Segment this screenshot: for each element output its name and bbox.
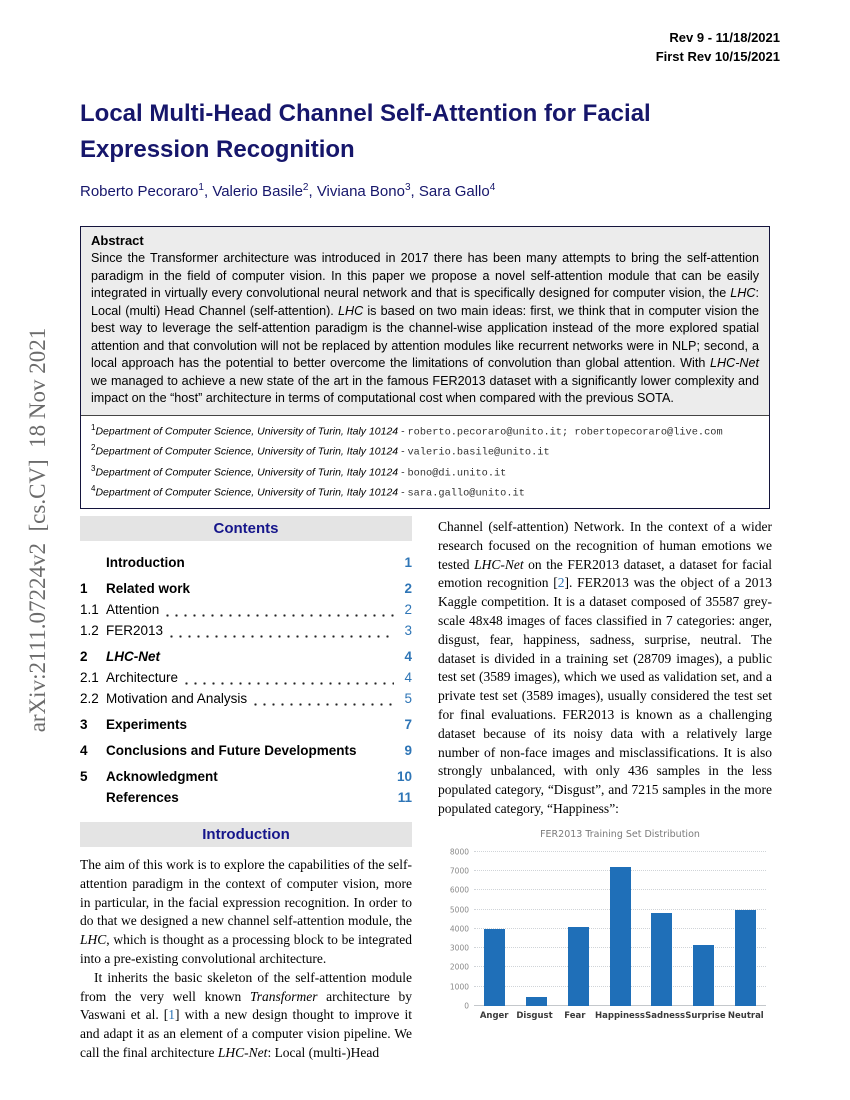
text-segment: is based on two main ideas: first, we think that in computer vision the best way to leverage the self-attention paradigm is the channel-wise application instead of the more explored spatial attention and that convolution will not be replaced by attention modules like recurrent networks were in NLP; second, a local approach has the potential to better overcome the limitations of convolution than global attention. With: [91, 303, 759, 370]
chart-x-label: Anger: [479, 1010, 509, 1021]
footnote-separator: -: [398, 466, 408, 478]
toc-number: 2.1: [80, 670, 99, 685]
chart-y-tick: 8000: [449, 847, 469, 857]
revision-line-1: Rev 9 - 11/18/2021: [669, 30, 780, 45]
toc-number: 1: [80, 581, 88, 596]
citation-link[interactable]: 2: [557, 575, 565, 591]
chart-x-label: Fear: [564, 1010, 586, 1021]
toc-item-lhc-net[interactable]: [80, 647, 412, 667]
toc-item-motivation-analysis[interactable]: [80, 689, 412, 709]
toc-label: Introduction: [106, 555, 185, 570]
chart-bar-surprise: [693, 945, 714, 1006]
abstract-box: [80, 226, 770, 509]
toc-item-experiments[interactable]: [80, 715, 412, 735]
toc-item-introduction[interactable]: [80, 553, 412, 573]
toc-label: Architecture: [106, 670, 179, 685]
toc-page-number[interactable]: 11: [397, 790, 412, 805]
toc-page-number[interactable]: 3: [404, 623, 412, 638]
footnote-email[interactable]: roberto.pecoraro@unito.it; robertopecoraro@live.com: [407, 426, 723, 438]
text-segment: architecture by Vaswani et al. [: [80, 988, 413, 1023]
author-name: Valerio Basile: [212, 183, 303, 200]
toc-page-number[interactable]: 5: [404, 691, 412, 706]
affiliation-footnotes: [81, 415, 769, 508]
left-column: [80, 516, 412, 1063]
chart-bar-slot: [724, 852, 766, 1006]
chart-bar-slot: [557, 852, 599, 1006]
author-separator: ,: [308, 183, 317, 200]
author: [80, 183, 212, 200]
paper-title: Local Multi-Head Channel Self-Attention for Facial Expression Recognition: [80, 100, 651, 163]
toc-number: 3: [80, 717, 88, 732]
revision-line-2: First Rev 10/15/2021: [655, 49, 780, 64]
chart-bar-anger: [484, 929, 505, 1006]
chart-bar-slot: [683, 852, 725, 1006]
toc-label: Conclusions and Future Developments: [106, 743, 357, 758]
text-segment: : Local (multi-)Head: [267, 1044, 380, 1060]
toc-number: 1.2: [80, 623, 99, 638]
footnote: [91, 440, 759, 461]
toc-leader-dots: [182, 675, 394, 688]
abstract-section: [81, 227, 769, 415]
toc-number: 1.1: [80, 602, 99, 617]
toc-page-number[interactable]: 4: [404, 649, 412, 664]
text-segment: LHC-Net: [474, 556, 524, 572]
revision-block: [656, 28, 780, 66]
toc-number: 4: [80, 743, 88, 758]
toc-item-fer2013[interactable]: [80, 621, 412, 641]
toc-label: Attention: [106, 602, 160, 617]
introduction-heading: Introduction: [80, 822, 412, 847]
footnote-separator: -: [398, 486, 408, 499]
text-segment: It inherits the basic skeleton of the self-attention module from the very well known: [80, 969, 412, 1004]
toc-page-number[interactable]: 9: [404, 743, 412, 758]
author: [212, 183, 317, 200]
toc-item-related-work[interactable]: [80, 579, 412, 599]
text-segment: LHC: [80, 932, 107, 948]
toc-label: LHC-Net: [106, 649, 160, 664]
text-segment: Channel (self-attention) Network. In the context of a wider research focused on the recognition of human emotions we tested: [438, 519, 772, 572]
chart-x-label: Sadness: [645, 1010, 686, 1021]
chart-x-axis: [474, 1011, 766, 1021]
chart-x-label: Disgust: [516, 1010, 553, 1021]
chart-bar-fear: [568, 927, 589, 1006]
toc-number: 2: [80, 649, 88, 664]
text-segment: Transformer: [249, 988, 318, 1004]
citation-link[interactable]: 1: [168, 1007, 176, 1023]
chart-y-tick: 1000: [449, 982, 469, 991]
toc-label: FER2013: [106, 623, 164, 638]
footnote-mark: 2: [91, 443, 96, 452]
author-affiliation-mark: 4: [489, 182, 496, 193]
toc-page-number[interactable]: 7: [404, 717, 412, 732]
footnote: [91, 481, 759, 502]
text-segment: LHC-Net: [710, 356, 759, 370]
text-segment: ] with a new design thought to improve it and adapt it as an element of a computer vision pipeline. We call the final architecture: [80, 1007, 412, 1060]
toc-leader-dots: [167, 628, 394, 641]
chart-bar-happiness: [610, 867, 631, 1006]
introduction-paragraph-1: [80, 856, 412, 969]
footnote-department: Department of Computer Science, University of Turin, Italy 10124: [95, 445, 399, 458]
text-segment: , which is thought as a processing block to be integrated into a pre-existing convolutional architecture.: [80, 932, 412, 966]
author: [317, 183, 419, 200]
toc-label: Acknowledgment: [106, 769, 218, 784]
footnote-mark: 3: [91, 463, 96, 473]
author-separator: ,: [203, 183, 213, 200]
abstract-heading: Abstract: [91, 233, 144, 248]
footnote: [91, 420, 759, 441]
chart-bar-sadness: [651, 913, 672, 1006]
right-column-paragraph: [438, 518, 772, 819]
contents-heading: Contents: [80, 516, 412, 541]
toc-number: 2.2: [80, 691, 99, 706]
author-affiliation-mark: 2: [302, 182, 309, 193]
footnote-department: Department of Computer Science, University of Turin, Italy 10124: [95, 425, 399, 437]
author-list: [80, 182, 740, 200]
toc-page-number[interactable]: 2: [404, 581, 412, 596]
introduction-paragraph-2: [80, 969, 412, 1063]
toc-label: Related work: [106, 581, 191, 596]
toc-label: Motivation and Analysis: [106, 691, 248, 706]
toc-label: References: [106, 790, 179, 805]
chart-x-label: Happiness: [595, 1010, 645, 1021]
chart-y-tick: 2000: [449, 962, 469, 972]
chart-bar-slot: [474, 852, 516, 1006]
footnote-mark: 1: [91, 422, 96, 432]
footnote-department: Department of Computer Science, University of Turin, Italy 10124: [95, 466, 399, 478]
toc-number: 5: [80, 769, 88, 784]
footnote-email[interactable]: sara.gallo@unito.it: [407, 487, 525, 500]
chart-bar-neutral: [735, 910, 756, 1006]
toc-item-references[interactable]: [80, 788, 412, 808]
footnote: [91, 461, 759, 482]
chart-bars: [474, 852, 766, 1006]
toc-leader-dots: [251, 696, 394, 709]
chart-y-tick: 0: [464, 1001, 469, 1011]
chart-title: FER2013 Training Set Distribution: [540, 828, 700, 840]
text-segment: The aim of this work is to explore the capabilities of the self-attention paradigm in the context of computer vision, more in particular, in the facial expression recognition. In order to do that we designed a new channel self-attention module, the: [80, 857, 412, 929]
text-segment: LHC: [337, 303, 364, 318]
author-name: Roberto Pecoraro: [80, 183, 199, 200]
footnote-mark: 4: [91, 484, 96, 493]
chart-plot: [449, 847, 766, 1011]
table-of-contents: [80, 553, 412, 808]
toc-item-attention[interactable]: [80, 600, 412, 620]
toc-page-number[interactable]: 2: [404, 602, 412, 617]
chart-bar-disgust: [526, 997, 547, 1005]
text-segment: : Local (multi) Head Channel (self-attention).: [91, 286, 759, 318]
footnote-email[interactable]: bono@di.unito.it: [407, 467, 507, 479]
author-name: Sara Gallo: [418, 183, 490, 200]
chart-x-label: Neutral: [727, 1010, 764, 1021]
author-affiliation-mark: 3: [404, 182, 411, 193]
chart-y-tick: 6000: [449, 885, 469, 895]
footnote-department: Department of Computer Science, University of Turin, Italy 10124: [95, 486, 399, 499]
chart-bar-slot: [599, 852, 641, 1006]
footnote-separator: -: [398, 445, 408, 458]
footnote-email[interactable]: valerio.basile@unito.it: [407, 446, 550, 459]
chart-bar-slot: [516, 852, 558, 1006]
chart-y-tick: 3000: [449, 943, 469, 953]
chart-y-tick: 5000: [449, 905, 469, 914]
chart-bar-slot: [641, 852, 683, 1006]
text-segment: on the FER2013 dataset, a dataset for facial emotion recognition [: [438, 556, 772, 591]
toc-leader-dots: [163, 607, 394, 620]
text-segment: LHC-Net: [217, 1044, 268, 1060]
toc-page-number[interactable]: 4: [404, 670, 412, 685]
text-segment: LHC: [730, 286, 756, 300]
abstract-text: [91, 250, 759, 408]
author-name: Viviana Bono: [316, 183, 405, 200]
toc-page-number[interactable]: 10: [396, 769, 412, 784]
toc-item-acknowledgment[interactable]: [80, 767, 412, 787]
text-segment: we managed to achieve a new state of the art in the famous FER2013 dataset with a significantly lower complexity and impact on the “host” architecture in terms of computational cost when compared with the previous SOTA.: [91, 373, 759, 405]
author-affiliation-mark: 1: [198, 182, 204, 193]
toc-label: Experiments: [106, 717, 188, 732]
footnote-separator: -: [398, 425, 408, 437]
toc-page-number[interactable]: 1: [404, 555, 412, 570]
text-segment: ]. FER2013 was the object of a 2013 Kaggle competition. It is a dataset composed of 35587 grey-scale 48x48 images of faces classified in 7 categories: anger, disgust, fear, happiness, sadness, surprise, neutral. The dataset is divided in a training set (28709 images), a public test set (3589 images), which we used as validation set, and a private test set (3589 images), usually considered the test set for final evaluations. FER2013 is known as a challenging dataset because of its noisy data with a relatively large number of non-face images and misclassifications. It is also strongly unbalanced, with only 436 samples in the less populated category, “Disgust”, and 7215 samples in the more populated category, “Happiness”:: [438, 575, 772, 816]
chart-y-tick: 7000: [449, 866, 469, 876]
chart-x-label: Surprise: [685, 1010, 726, 1021]
right-column: [438, 516, 772, 1021]
toc-item-architecture[interactable]: [80, 668, 412, 688]
chart-y-tick: 4000: [449, 924, 469, 934]
arxiv-watermark: arXiv:2111.07224v2 [cs.CV] 18 Nov 2021: [25, 327, 50, 733]
fer2013-distribution-chart: [438, 829, 772, 1021]
author-separator: ,: [410, 183, 419, 200]
author: [419, 183, 495, 200]
toc-item-conclusions[interactable]: [80, 741, 412, 761]
text-segment: Since the Transformer architecture was introduced in 2017 there has been many attempts to bring the self-attention paradigm in the field of computer vision. In this paper we propose a novel self-attention module that can be easily integrated in virtually every convolutional neural network and that is specifically designed for computer vision, the: [91, 251, 759, 300]
